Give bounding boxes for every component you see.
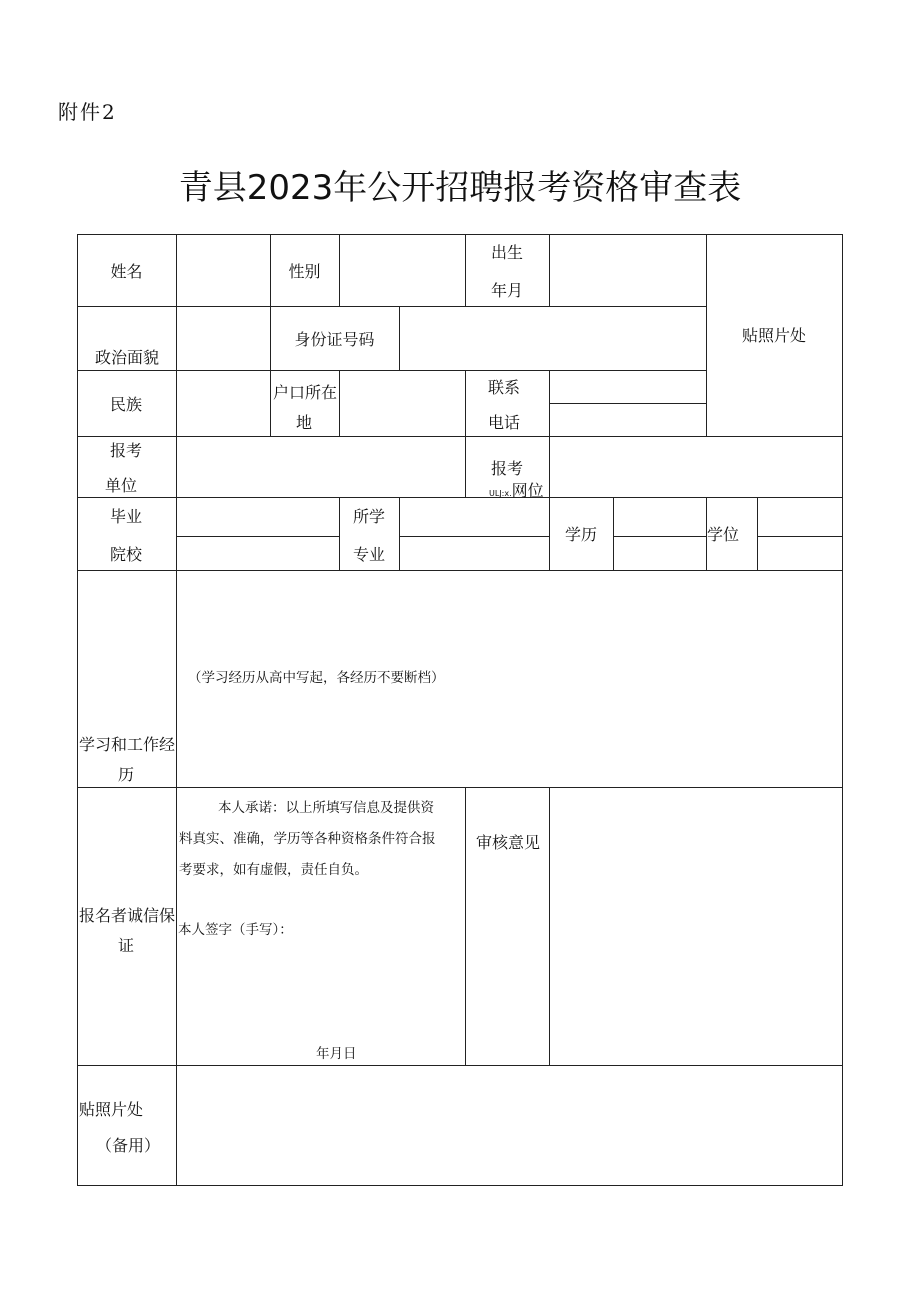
row-divider bbox=[77, 436, 843, 437]
label-hukou-line1: 户口所在 bbox=[273, 383, 338, 402]
label-degree: 学位 bbox=[707, 525, 740, 544]
pledge-text-line2: 料真实、准确，学历等各种资格条件符合报 bbox=[179, 831, 436, 847]
label-education: 学历 bbox=[564, 525, 597, 544]
label-post-text: 网位 bbox=[511, 481, 544, 500]
label-post-line1: 报考 bbox=[491, 459, 524, 478]
label-post-small: ULJ:x. bbox=[489, 489, 512, 498]
row-divider bbox=[549, 403, 706, 404]
label-ethnicity: 民族 bbox=[110, 395, 143, 414]
table-border-right bbox=[842, 234, 843, 1186]
label-name: 姓名 bbox=[110, 262, 143, 281]
column-divider bbox=[176, 234, 177, 1186]
label-experience-line1: 学习和工作经 bbox=[79, 735, 176, 754]
row-divider bbox=[613, 536, 706, 537]
column-divider bbox=[399, 306, 400, 370]
label-unit-line1: 报考 bbox=[110, 441, 143, 460]
label-hukou-line2: 地 bbox=[296, 413, 313, 432]
row-divider bbox=[757, 536, 843, 537]
signature-label: 本人签字（手写）： bbox=[178, 922, 293, 938]
label-experience-line2: 历 bbox=[118, 765, 135, 784]
label-gender: 性别 bbox=[288, 262, 321, 281]
label-post-line2 bbox=[489, 481, 544, 504]
column-divider bbox=[399, 497, 400, 570]
pledge-text-line3: 考要求，如有虚假，责任自负。 bbox=[179, 862, 368, 878]
table-border-top bbox=[77, 234, 843, 235]
row-divider bbox=[77, 306, 706, 307]
row-divider bbox=[77, 370, 706, 371]
row-divider bbox=[77, 570, 843, 571]
label-contact-line2: 电话 bbox=[488, 413, 521, 432]
column-divider bbox=[339, 234, 340, 306]
column-divider bbox=[757, 497, 758, 570]
label-unit-line2: 单位 bbox=[105, 476, 138, 495]
column-divider bbox=[549, 787, 550, 1065]
form-title: 青县2023年公开招聘报考资格审查表 bbox=[178, 168, 742, 208]
column-divider bbox=[465, 787, 466, 1065]
date-label: 年月日 bbox=[316, 1046, 357, 1062]
column-divider bbox=[339, 497, 340, 570]
label-school-line1: 毕业 bbox=[110, 507, 143, 526]
table-border-bottom bbox=[77, 1185, 843, 1186]
column-divider bbox=[339, 370, 340, 436]
row-divider bbox=[77, 787, 843, 788]
label-major-line1: 所学 bbox=[353, 507, 386, 526]
row-divider bbox=[77, 1065, 843, 1066]
experience-hint: （学习经历从高中写起，各经历不要断档） bbox=[188, 670, 445, 686]
label-pledge-line1: 报名者诚信保 bbox=[79, 906, 176, 925]
column-divider bbox=[465, 370, 466, 497]
row-divider bbox=[77, 497, 843, 498]
row-divider bbox=[176, 536, 339, 537]
label-spare-photo-line1: 贴照片处 bbox=[79, 1100, 144, 1119]
column-divider bbox=[549, 234, 550, 306]
table-border-left bbox=[77, 234, 78, 1186]
label-birth-line1: 出生 bbox=[490, 243, 523, 262]
attachment-label: 附件2 bbox=[58, 100, 117, 124]
label-pledge-line2: 证 bbox=[118, 936, 135, 955]
label-contact-line1: 联系 bbox=[488, 378, 521, 397]
label-spare-photo-line2: （备用） bbox=[96, 1136, 161, 1155]
label-review-opinion: 审核意见 bbox=[476, 833, 541, 852]
label-id-number: 身份证号码 bbox=[294, 330, 375, 349]
row-divider bbox=[399, 536, 549, 537]
label-political-status: 政治面貌 bbox=[95, 348, 160, 367]
label-birth-line2: 年月 bbox=[490, 281, 523, 300]
label-school-line2: 院校 bbox=[110, 545, 143, 564]
column-divider bbox=[613, 497, 614, 570]
label-photo: 贴照片处 bbox=[741, 326, 806, 345]
pledge-text-line1: 本人承诺：以上所填写信息及提供资 bbox=[218, 800, 434, 816]
label-major-line2: 专业 bbox=[353, 545, 386, 564]
